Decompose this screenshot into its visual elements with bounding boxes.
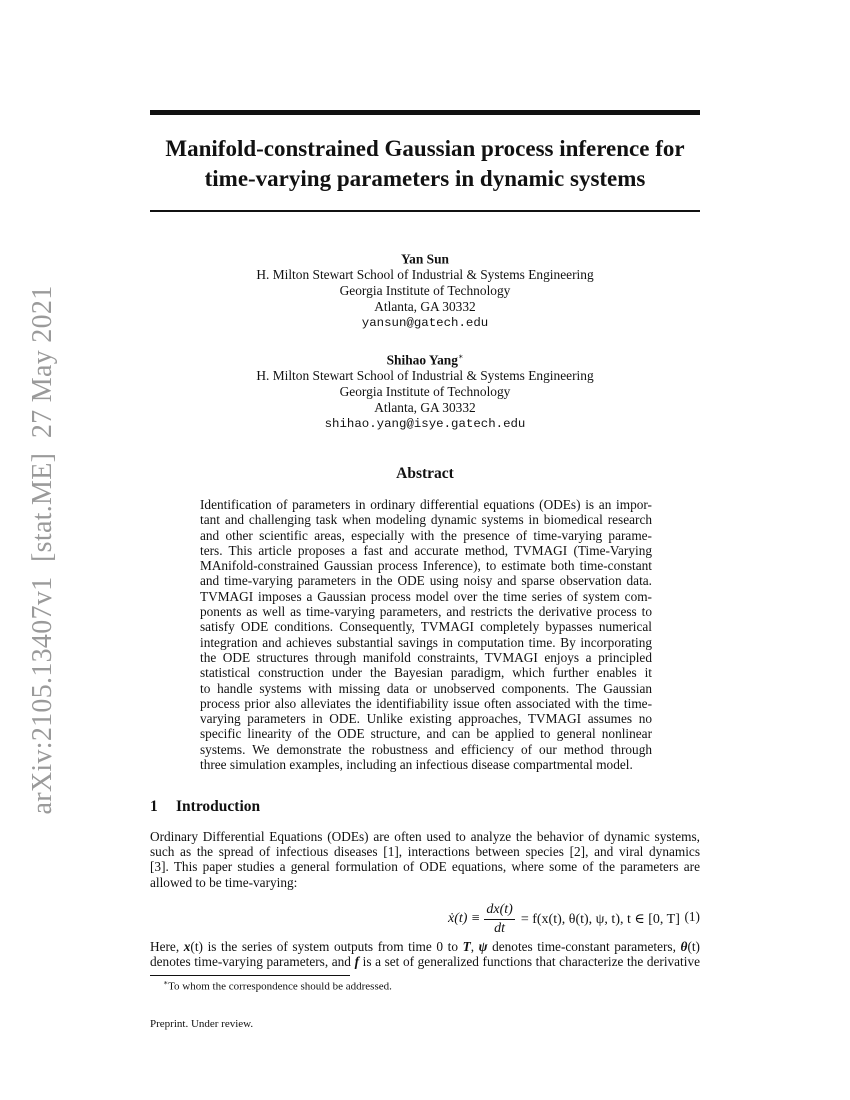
abstract-line: tant and challenging task when modeling dynamic systems in biomedical research	[200, 512, 652, 528]
intro-line: such as the spread of infectious diseases [1], interactions between species [2], and viral dynamics	[150, 844, 700, 860]
author-location: Atlanta, GA 30332	[374, 400, 476, 416]
equation-lhs: ẋ(t) ≡	[448, 911, 481, 926]
arxiv-id: arXiv:2105.13407v1	[27, 576, 58, 815]
intro-line: Ordinary Differential Equations (ODEs) are often used to analyze the behavior of dynamic systems,	[150, 829, 700, 844]
author-email[interactable]: shihao.yang@isye.gatech.edu	[324, 417, 526, 432]
author-email[interactable]: yansun@gatech.edu	[361, 316, 489, 331]
author-institution: Georgia Institute of Technology	[339, 283, 511, 299]
author-name: Yan Sun	[400, 251, 450, 267]
abstract-line: and other scientific areas, especially with the presence of time-varying parame-	[200, 527, 652, 543]
arxiv-date: 27 May 2021	[27, 285, 58, 439]
post-equation-line-2: denotes time-varying parameters, and f is a set of generalized functions that characterize the derivative	[150, 954, 700, 970]
post-equation-line-1: Here, x(t) is the series of system outputs from time 0 to T, ψ denotes time-constant parameters, θ(t)	[150, 939, 700, 954]
equation-fraction	[484, 902, 514, 937]
author-affiliation: H. Milton Stewart School of Industrial & Systems Engineering	[256, 368, 594, 384]
equation-numerator: dx(t)	[484, 902, 514, 920]
post-equation-text	[150, 939, 700, 969]
abstract-line: TVMAGI imposes a Gaussian process model over the time series of system com-	[200, 588, 652, 604]
author-name: Shihao Yang∗	[386, 352, 464, 368]
equation-number: (1)	[684, 909, 700, 924]
abstract-line: statistical construction under the Bayesian paradigm, which further enables it	[200, 665, 652, 681]
author-block-1	[150, 248, 700, 331]
paper-title	[150, 134, 700, 194]
abstract-line: process prior also alleviates the identifiability issue often associated with the time-	[200, 695, 652, 711]
abstract-line: three simulation examples, including an infectious disease compartmental model.	[200, 757, 633, 773]
abstract-line: Identification of parameters in ordinary differential equations (ODEs) is an impor-	[200, 497, 652, 512]
abstract-line: integration and achieves substantial savings in computation time. By incorporating	[200, 634, 652, 650]
preprint-note: Preprint. Under review.	[150, 1018, 254, 1030]
intro-line: allowed to be time-varying:	[150, 874, 298, 890]
abstract-line: and time-varying parameters in the ODE using noisy and sparse observation data.	[200, 573, 652, 589]
footnote-marker: ∗	[163, 978, 169, 987]
abstract-line: varying parameters in ODE. Unlike existing approaches, TVMAGI assumes no	[200, 711, 652, 727]
equation-rhs: = f(x(t), θ(t), ψ, t), t ∈ [0, T]	[520, 911, 680, 927]
footnote-text: To whom the correspondence should be addressed.	[168, 980, 392, 993]
author-location: Atlanta, GA 30332	[374, 299, 476, 315]
author-block-2	[150, 349, 700, 432]
arxiv-category: [stat.ME]	[27, 452, 58, 562]
intro-paragraph	[150, 829, 700, 890]
arxiv-stamp	[27, 285, 59, 814]
abstract-line: the ODE structures through manifold constraints, TVMAGI enjoys a principled	[200, 649, 652, 665]
footnote-rule	[150, 975, 350, 976]
abstract-line: MAnifold-constrained Gaussian process Inference), to estimate both time-constant	[200, 558, 652, 574]
footnote	[163, 978, 392, 993]
intro-line: [3]. This paper studies a general formulation of ODE equations, where some of the parameters are	[150, 859, 700, 875]
section-number: 1	[150, 798, 158, 815]
title-line-1: Manifold-constrained Gaussian process inference for	[165, 136, 685, 161]
author-institution: Georgia Institute of Technology	[339, 384, 511, 400]
equation-body	[448, 898, 680, 940]
abstract-body	[200, 497, 652, 772]
abstract-heading: Abstract	[396, 465, 454, 482]
abstract-line: specific linearity of the ODE structure, and can be applied to general nonlinear	[200, 726, 652, 742]
equation-denominator: dt	[494, 920, 506, 936]
author-affiliation: H. Milton Stewart School of Industrial & Systems Engineering	[256, 267, 594, 283]
equation-1	[150, 898, 700, 940]
abstract-line: ters. This article proposes a fast and accurate method, TVMAGI (Time-Varying	[200, 542, 652, 558]
section-heading	[150, 798, 260, 816]
title-bottom-rule	[150, 210, 700, 212]
abstract-line: to handle systems with missing data or unobserved components. The Gaussian	[200, 680, 652, 696]
abstract-line: ponents as well as time-varying parameters, and restricts the derivative process to	[200, 604, 652, 620]
section-title: Introduction	[176, 798, 261, 815]
abstract-line: satisfy ODE conditions. Consequently, TVMAGI completely bypasses numerical	[200, 619, 652, 635]
title-top-rule	[150, 110, 700, 115]
title-line-2: time-varying parameters in dynamic systems	[204, 166, 646, 191]
abstract-line: systems. We demonstrate the robustness and efficiency of our method through	[200, 741, 652, 757]
